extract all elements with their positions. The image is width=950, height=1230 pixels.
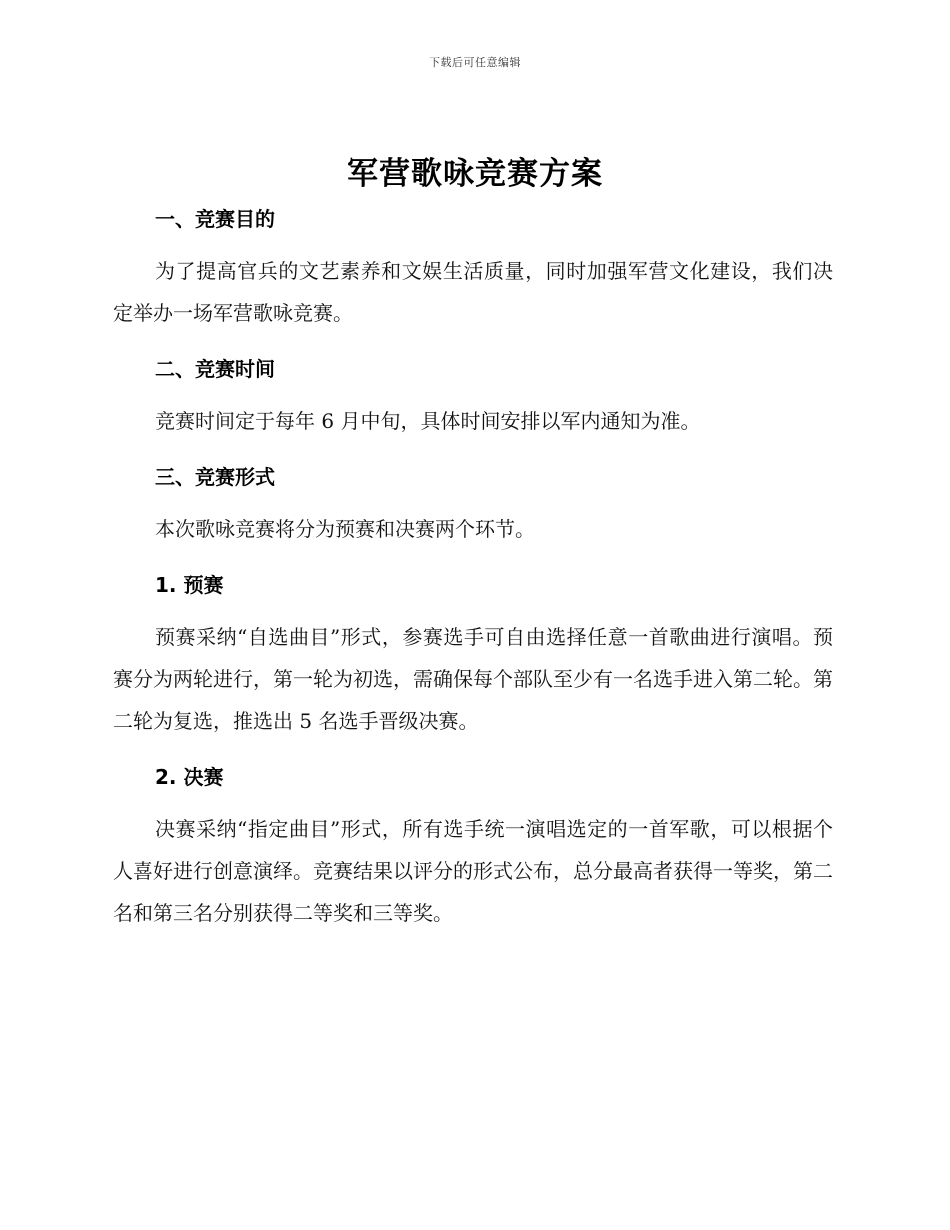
section-heading-time: 二、竞赛时间 xyxy=(155,357,275,381)
subsection-paragraph-final: 决赛采纳“指定曲目”形式，所有选手统一演唱选定的一首军歌，可以根据个人喜好进行创意演绎。竞赛结果以评分的形式公布，总分最高者获得一等奖，第二名和第三名分别获得二等奖和三等奖。 xyxy=(113,817,833,925)
document-body xyxy=(113,200,833,934)
section-paragraph-format: 本次歌咏竞赛将分为预赛和决赛两个环节。 xyxy=(155,517,535,541)
document-title: 军营歌咏竞赛方案 xyxy=(347,156,603,192)
subsection-heading-final: 2. 决赛 xyxy=(155,765,224,789)
section-paragraph-purpose: 为了提高官兵的文艺素养和文娱生活质量，同时加强军营文化建设，我们决定举办一场军营歌咏竞赛。 xyxy=(113,259,833,325)
section-paragraph-time: 竞赛时间定于每年 6 月中旬，具体时间安排以军内通知为准。 xyxy=(155,409,701,433)
subsection-heading-preliminary: 1. 预赛 xyxy=(155,573,224,597)
header-note: 下载后可任意编辑 xyxy=(429,56,521,69)
subsection-paragraph-preliminary: 预赛采纳“自选曲目”形式，参赛选手可自由选择任意一首歌曲进行演唱。预赛分为两轮进行，第一轮为初选，需确保每个部队至少有一名选手进入第二轮。第二轮为复选，推选出 5 名选手晋级决赛。 xyxy=(113,625,833,733)
section-heading-format: 三、竞赛形式 xyxy=(155,465,275,489)
section-heading-purpose: 一、竞赛目的 xyxy=(155,207,275,231)
